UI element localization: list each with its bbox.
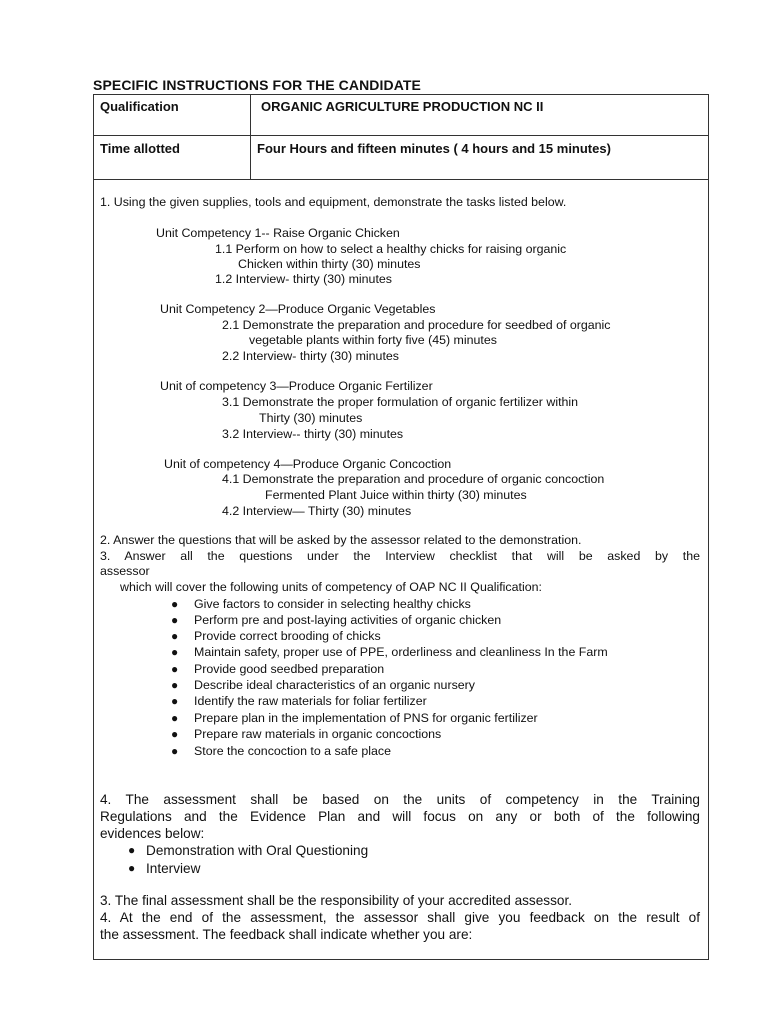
instruction-item-1: 1. Using the given supplies, tools and equipment, demonstrate the tasks listed below.	[100, 195, 567, 209]
evidence-bullet: ● Demonstration with Oral Questioning	[128, 843, 369, 858]
unit-competency-1-task-1: 1.1 Perform on how to select a healthy chicks for raising organic	[215, 242, 567, 256]
unit-competency-2-task-2: 2.2 Interview- thirty (30) minutes	[222, 349, 399, 363]
unit-competency-2-task-1-cont: vegetable plants within forty five (45) minutes	[249, 333, 497, 347]
checklist-bullet: ● Maintain safety, proper use of PPE, orderliness and cleanliness In the Farm	[171, 645, 608, 659]
instruction-item-2: 2. Answer the questions that will be asked by the assessor related to the demonstration.	[100, 533, 582, 547]
checklist-bullet: ● Store the concoction to a safe place	[171, 744, 391, 758]
qualification-row	[94, 95, 708, 136]
unit-competency-4-task-1: 4.1 Demonstrate the preparation and procedure of organic concoction	[222, 472, 605, 486]
checklist-bullet: ● Provide good seedbed preparation	[171, 662, 385, 676]
instruction-item-4-line-2: Regulations and the Evidence Plan and will focus on any or both of the following	[100, 809, 700, 824]
unit-competency-4-task-1-cont: Fermented Plant Juice within thirty (30) minutes	[265, 488, 527, 502]
unit-competency-1-title: Unit Competency 1-- Raise Organic Chicken	[156, 226, 400, 240]
checklist-bullet: ● Give factors to consider in selecting healthy chicks	[171, 597, 471, 611]
unit-competency-2-title: Unit Competency 2—Produce Organic Vegetables	[160, 302, 436, 316]
evidence-bullet: ● Interview	[128, 861, 201, 876]
qualification-value: ORGANIC AGRICULTURE PRODUCTION NC II	[261, 99, 544, 114]
checklist-bullet: ● Identify the raw materials for foliar fertilizer	[171, 694, 427, 708]
checklist-bullet: ● Perform pre and post-laying activities of organic chicken	[171, 613, 502, 627]
unit-competency-3-task-1-cont: Thirty (30) minutes	[259, 411, 363, 425]
unit-competency-1-task-2: 1.2 Interview- thirty (30) minutes	[215, 272, 392, 286]
instruction-item-3-scope: which will cover the following units of competency of OAP NC II Qualification:	[120, 580, 542, 594]
time-allotted-row	[94, 136, 708, 180]
time-allotted-label: Time allotted	[100, 141, 180, 156]
instruction-item-3: 3. Answer all the questions under the Interview checklist that will be asked by the	[100, 549, 700, 563]
final-item-4: 4. At the end of the assessment, the assessor shall give you feedback on the result of	[100, 910, 700, 925]
unit-competency-3-title: Unit of competency 3—Produce Organic Fertilizer	[160, 379, 433, 393]
qualification-label: Qualification	[100, 99, 179, 114]
unit-competency-4-title: Unit of competency 4—Produce Organic Concoction	[164, 457, 452, 471]
unit-competency-4-task-2: 4.2 Interview— Thirty (30) minutes	[222, 504, 412, 518]
instructions-table	[93, 94, 709, 960]
checklist-bullet: ● Prepare raw materials in organic concoctions	[171, 727, 442, 741]
checklist-bullet: ● Describe ideal characteristics of an organic nursery	[171, 678, 475, 692]
instruction-item-3-cont: assessor	[100, 564, 150, 578]
unit-competency-3-task-1: 3.1 Demonstrate the proper formulation of organic fertilizer within	[222, 395, 579, 409]
checklist-bullet: ● Prepare plan in the implementation of PNS for organic fertilizer	[171, 711, 538, 725]
unit-competency-2-task-1: 2.1 Demonstrate the preparation and procedure for seedbed of organic	[222, 318, 611, 332]
time-allotted-value: Four Hours and fifteen minutes ( 4 hours and 15 minutes)	[257, 141, 611, 156]
unit-competency-3-task-2: 3.2 Interview-- thirty (30) minutes	[222, 427, 404, 441]
unit-competency-1-task-1-cont: Chicken within thirty (30) minutes	[238, 257, 421, 271]
final-item-4-cont: the assessment. The feedback shall indicate whether you are:	[100, 927, 473, 942]
instruction-item-4: 4. The assessment shall be based on the units of competency in the Training	[100, 792, 700, 807]
page-title: SPECIFIC INSTRUCTIONS FOR THE CANDIDATE	[93, 77, 421, 93]
final-item-3: 3. The final assessment shall be the responsibility of your accredited assessor.	[100, 893, 572, 908]
instruction-item-4-line-3: evidences below:	[100, 826, 205, 841]
checklist-bullet: ● Provide correct brooding of chicks	[171, 629, 381, 643]
column-divider	[250, 95, 251, 180]
